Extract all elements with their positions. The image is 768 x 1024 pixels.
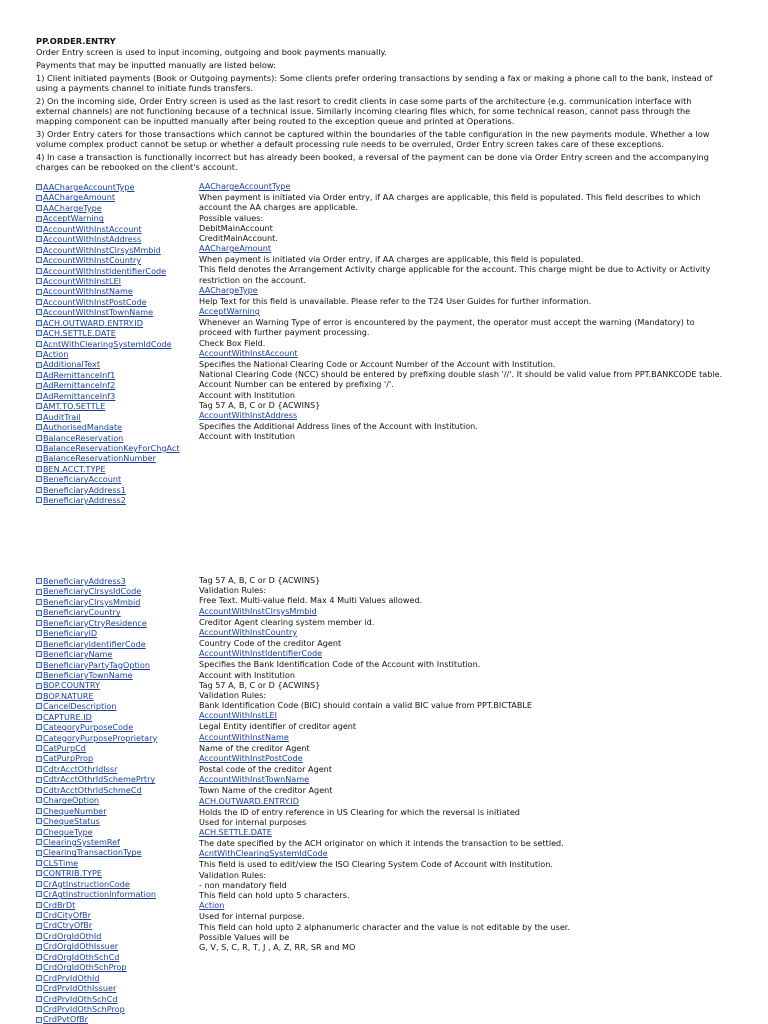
field-link[interactable]: AdRemittanceInf3 (43, 390, 116, 401)
field-link[interactable]: AuditTrail (43, 411, 81, 422)
field-heading-link[interactable]: AcceptWarning (199, 306, 260, 317)
field-link-item[interactable] (36, 266, 188, 276)
field-link[interactable]: BeneficiaryPartyTagOption (43, 659, 150, 670)
field-link[interactable]: BeneficiaryClrsysIdCode (43, 586, 142, 597)
field-doc-icon (36, 766, 42, 772)
field-link-item[interactable] (36, 816, 188, 826)
field-link-item[interactable] (36, 900, 188, 910)
field-link[interactable]: BeneficiaryClrsysMmbid (43, 596, 141, 607)
field-heading-link[interactable]: AAChargeType (199, 284, 258, 295)
field-link-item[interactable] (36, 586, 188, 596)
field-doc-icon (36, 278, 42, 284)
field-description-text: Validation Rules: (199, 869, 267, 880)
field-description-text: This field can hold upto 2 alphanumeric character and the value is not editable by the user. (199, 921, 570, 932)
field-heading-link[interactable]: AccountWithInstName (199, 731, 289, 742)
field-link-item[interactable] (36, 920, 188, 930)
field-link[interactable]: BalanceReservationKeyForChgAct (43, 442, 180, 453)
field-link-item[interactable] (36, 1004, 188, 1014)
field-link-item[interactable] (36, 380, 188, 390)
field-link[interactable]: BeneficiaryID (43, 628, 98, 639)
field-link[interactable]: AccountWithInstPostCode (43, 296, 147, 307)
field-description-text: Specifies the National Clearing Code or Account Number of the Account with Institution. (199, 358, 556, 369)
field-description-text: When payment is initiated via Order entry, if AA charges are applicable, this field is populated. This field describes to which account the AA charges are applicable. (199, 192, 701, 213)
field-doc-icon (36, 341, 42, 347)
field-doc-icon (36, 777, 42, 783)
field-doc-icon (36, 912, 42, 918)
field-doc-icon (36, 996, 42, 1002)
field-doc-icon (36, 829, 42, 835)
field-link-item[interactable] (36, 203, 188, 213)
field-heading-link[interactable]: AAChargeAccountType (199, 181, 291, 191)
field-link-item[interactable] (36, 349, 188, 359)
field-link[interactable]: BEN.ACCT.TYPE (43, 463, 106, 474)
intro-paragraph: 1) Client initiated payments (Book or Outgoing payments): Some clients prefer ordering transactions by sending a fax or making a phone call to the bank, instead of using a payments channel to initiate funds transfers. (36, 73, 713, 93)
field-link-item[interactable] (36, 401, 188, 411)
field-link[interactable]: CrdOrgIdOthIssuer (43, 941, 119, 952)
field-doc-icon (36, 850, 42, 856)
field-doc-icon (36, 497, 42, 503)
field-link-item[interactable] (36, 910, 188, 920)
field-doc-icon (36, 205, 42, 211)
field-description-text: Postal code of the creditor Agent (199, 764, 332, 774)
field-description-text: DebitMainAccount (199, 222, 273, 233)
field-descriptions-1 (199, 181, 729, 441)
field-description-text: Legal Entity identifier of creditor agent (199, 721, 357, 732)
field-link-item[interactable] (36, 1014, 188, 1024)
field-doc-icon (36, 683, 42, 689)
field-link-item[interactable] (36, 701, 188, 711)
field-link-item[interactable] (36, 359, 188, 369)
field-link-item[interactable] (36, 464, 188, 474)
field-description-text: Town Name of the creditor Agent (199, 785, 333, 796)
field-link[interactable]: CategoryPurposeCode (43, 722, 134, 733)
field-description-text: Validation Rules: (199, 689, 267, 700)
field-link-item[interactable] (36, 660, 188, 670)
field-link[interactable]: ACH.SETTLE.DATE (43, 328, 116, 339)
field-doc-icon (36, 735, 42, 741)
field-link[interactable]: CancelDescription (43, 701, 117, 712)
field-link[interactable]: ChequeNumber (43, 805, 107, 816)
field-description-text: Tag 57 A, B, C or D {ACWINS} (199, 575, 321, 585)
field-link-item[interactable] (36, 774, 188, 784)
field-description-text: Used for internal purpose. (199, 911, 305, 922)
field-doc-icon (36, 351, 42, 357)
field-link-item[interactable] (36, 182, 188, 192)
field-link[interactable]: AdRemittanceInf1 (43, 369, 116, 380)
field-link-item[interactable] (36, 973, 188, 983)
field-doc-icon (36, 672, 42, 678)
intro-paragraph: 3) Order Entry caters for those transactions which cannot be captured within the boundaries of the table configuration in the new payments module. Whether a low volume complex product cannot be setup or whether a default processing rule needs to be overruled, Order Entry screen takes care of these exceptions. (36, 129, 710, 149)
field-link-item[interactable] (36, 286, 188, 296)
field-heading-link[interactable]: AccountWithInstLEI (199, 710, 277, 721)
field-link[interactable]: AAChargeAmount (43, 192, 116, 203)
field-link[interactable]: BeneficiaryCountry (43, 607, 121, 618)
field-description-text: This field is used to edit/view the ISO Clearing System Code of Account with Institution. (199, 859, 553, 870)
field-link-item[interactable] (36, 639, 188, 649)
field-link[interactable]: CdtrAcctOthrIdSchemePrtry (43, 774, 156, 785)
field-link[interactable]: CdtrAcctOthrIdSchmeCd (43, 784, 142, 795)
field-link-item[interactable] (36, 691, 188, 701)
field-link-list-1 (36, 182, 188, 506)
field-doc-icon (36, 641, 42, 647)
field-description-text: This field can hold upto 5 characters. (199, 890, 350, 900)
field-heading-link[interactable]: AccountWithInstTownName (199, 774, 310, 785)
field-link[interactable]: BeneficiaryCtryResidence (43, 617, 147, 628)
field-heading-link[interactable]: AccountWithInstAddress (199, 409, 298, 420)
field-heading-link[interactable]: ACH.OUTWARD.ENTRY.ID (199, 795, 300, 806)
field-link-item[interactable] (36, 255, 188, 265)
field-description-text: Tag 57 A, B, C or D {ACWINS} (199, 679, 321, 690)
field-link[interactable]: CLSTime (43, 857, 79, 868)
field-link-item[interactable] (36, 224, 188, 234)
field-link[interactable]: CatPurpCd (43, 743, 86, 753)
field-doc-icon (36, 383, 42, 389)
field-link[interactable]: CrAgtInstructionCode (43, 878, 130, 889)
field-heading-link[interactable]: AccountWithInstPostCode (199, 752, 303, 763)
field-doc-icon (36, 954, 42, 960)
field-doc-icon (36, 860, 42, 866)
field-heading-link[interactable]: ACH.SETTLE.DATE (199, 827, 272, 837)
field-link[interactable]: AcntWithClearingSystemIdCode (43, 338, 172, 349)
field-link[interactable]: BeneficiaryAddress2 (43, 495, 126, 506)
field-link-item[interactable] (36, 764, 188, 774)
field-heading-link[interactable]: Action (199, 900, 225, 911)
field-link[interactable]: AuthorisedMandate (43, 422, 123, 433)
field-link[interactable]: AAChargeType (43, 202, 102, 213)
field-link-item[interactable] (36, 837, 188, 847)
field-link[interactable]: CrdCityOfBr (43, 910, 91, 920)
field-link[interactable]: CrdOrgIdOthSchProp (43, 962, 127, 973)
field-doc-icon (36, 599, 42, 605)
field-doc-icon (36, 435, 42, 441)
field-link[interactable]: CdtrAcctOthrIdIssr (43, 763, 118, 774)
field-link[interactable]: ChargeOption (43, 795, 100, 806)
field-description-text: Bank Identification Code (BIC) should contain a valid BIC value from PPT.BICTABLE (199, 700, 532, 711)
field-doc-icon (36, 933, 42, 939)
intro-paragraph: 2) On the incoming side, Order Entry screen is used as the last resort to credit clients in case some parts of the architecture (e.g. communication interface with external channels) are not functioning because of a technical issue. Similarly incoming clearing files which, for some technical reason, cannot pass through the mapping component can be inputted manually after being routed to the exception queue and printed at Operations. (36, 96, 692, 126)
field-link-item[interactable] (36, 983, 188, 993)
field-doc-icon (36, 456, 42, 462)
field-link-item[interactable] (36, 443, 188, 453)
field-link[interactable]: BeneficiaryAccount (43, 474, 122, 485)
field-link-item[interactable] (36, 328, 188, 338)
field-link-item[interactable] (36, 753, 188, 763)
field-link-item[interactable] (36, 307, 188, 317)
field-link[interactable]: BeneficiaryName (43, 649, 113, 660)
field-doc-icon (36, 693, 42, 699)
field-doc-icon (36, 424, 42, 430)
field-doc-icon (36, 902, 42, 908)
field-link[interactable]: CONTRIB.TYPE (43, 868, 103, 879)
field-heading-link[interactable]: AAChargeAmount (199, 243, 272, 254)
field-link[interactable]: ClearingSystemRef (43, 836, 120, 847)
field-doc-icon (36, 662, 42, 668)
field-link[interactable]: CrdOrgIdOthId (43, 930, 102, 941)
field-link[interactable]: ClearingTransactionType (43, 847, 142, 858)
field-doc-icon (36, 299, 42, 305)
field-doc-icon (36, 610, 42, 616)
field-description-text: The date specified by the ACH originator on which it intends the transaction to be settled. (199, 838, 564, 849)
field-link[interactable]: BOP.COUNTRY (43, 680, 100, 691)
field-doc-icon (36, 216, 42, 222)
field-link[interactable]: BeneficiaryTownName (43, 669, 133, 680)
field-link[interactable]: AccountWithInstIdentifierCode (43, 265, 167, 276)
intro-paragraph: Order Entry screen is used to input incoming, outgoing and book payments manually. (36, 47, 387, 57)
field-link-item[interactable] (36, 941, 188, 951)
field-link-item[interactable] (36, 827, 188, 837)
field-link-item[interactable] (36, 412, 188, 422)
field-doc-icon (36, 944, 42, 950)
field-link[interactable]: CrdBrDt (43, 899, 76, 910)
field-doc-icon (36, 476, 42, 482)
field-link[interactable]: CrdCtryOfBr (43, 920, 93, 931)
field-link-item[interactable] (36, 391, 188, 401)
field-description-text: Name of the creditor Agent (199, 742, 310, 753)
field-description-text: When payment is initiated via Order entry, if AA charges are applicable, this field is populated. (199, 254, 584, 265)
field-doc-icon (36, 797, 42, 803)
field-link-item[interactable] (36, 868, 188, 878)
field-doc-icon (36, 330, 42, 336)
field-doc-icon (36, 881, 42, 887)
field-doc-icon (36, 1006, 42, 1012)
field-link[interactable]: BeneficiaryIdentifierCode (43, 638, 146, 649)
field-description-text: Help Text for this field is unavailable. Please refer to the T24 User Guides for further information. (199, 295, 592, 306)
field-link-item[interactable] (36, 795, 188, 805)
field-heading-link[interactable]: AccountWithInstIdentifierCode (199, 648, 323, 659)
field-link[interactable]: BOP.NATURE (43, 690, 94, 701)
field-doc-icon (36, 1017, 42, 1023)
field-link[interactable]: Action (43, 349, 69, 359)
field-description-text: Free Text. Multi-value field. Max 4 Multi Values allowed. (199, 595, 423, 606)
field-link[interactable]: AAChargeAccountType (43, 182, 135, 192)
field-link-item[interactable] (36, 297, 188, 307)
field-descriptions-2 (199, 575, 729, 952)
field-link-item[interactable] (36, 422, 188, 432)
field-description-text: CreditMainAccount. (199, 232, 278, 243)
field-link[interactable]: CrdPvtOfBr (43, 1014, 88, 1024)
field-link[interactable]: ChequeType (43, 826, 93, 837)
intro-paragraph: Payments that may be inputted manually are listed below: (36, 60, 276, 70)
field-link[interactable]: CrdOrgIdOthSchCd (43, 951, 120, 962)
field-link[interactable]: CatPurpProp (43, 753, 94, 764)
field-link-item[interactable] (36, 576, 188, 586)
field-description-text: Specifies the Bank Identification Code of the Account with Institution. (199, 659, 481, 670)
field-heading-link[interactable]: AccountWithInstClrsysMmbid (199, 605, 317, 616)
field-link[interactable]: AccountWithInstAccount (43, 223, 142, 234)
field-description-text: - non mandatory field (199, 879, 287, 890)
field-link-item[interactable] (36, 858, 188, 868)
field-doc-icon (36, 414, 42, 420)
field-link-item[interactable] (36, 339, 188, 349)
field-link[interactable]: BalanceReservation (43, 432, 124, 443)
field-link-item[interactable] (36, 597, 188, 607)
field-doc-icon (36, 630, 42, 636)
field-link[interactable]: CrAgtInstructionInformation (43, 889, 156, 900)
field-link[interactable]: AdRemittanceInf2 (43, 380, 116, 391)
field-doc-icon (36, 808, 42, 814)
field-link[interactable]: ACH.OUTWARD.ENTRY.ID (43, 317, 144, 328)
field-link[interactable]: CategoryPurposeProprietary (43, 732, 158, 743)
field-doc-icon (36, 445, 42, 451)
field-heading-link[interactable]: AcntWithClearingSystemIdCode (199, 848, 328, 859)
field-doc-icon (36, 184, 42, 190)
field-link-item[interactable] (36, 192, 188, 202)
field-link-item[interactable] (36, 733, 188, 743)
field-doc-icon (36, 975, 42, 981)
field-doc-icon (36, 226, 42, 232)
field-description-text: G, V, S, C, R, T, J , A, Z, RR, SR and MO (199, 941, 356, 952)
field-doc-icon (36, 923, 42, 929)
field-link-item[interactable] (36, 806, 188, 816)
field-doc-icon (36, 964, 42, 970)
field-link-item[interactable] (36, 234, 188, 244)
field-doc-icon (36, 247, 42, 253)
field-link-item[interactable] (36, 879, 188, 889)
field-doc-icon (36, 195, 42, 201)
field-link[interactable]: ChequeStatus (43, 816, 100, 827)
field-doc-icon (36, 756, 42, 762)
field-doc-icon (36, 578, 42, 584)
field-link-list-2 (36, 576, 188, 1024)
field-doc-icon (36, 818, 42, 824)
field-link-item[interactable] (36, 474, 188, 484)
field-doc-icon (36, 362, 42, 368)
field-description-text: Country Code of the creditor Agent (199, 638, 342, 648)
field-link[interactable]: AccountWithInstAddress (43, 234, 142, 245)
field-link[interactable]: AdditionalText (43, 359, 100, 370)
field-link[interactable]: CrdPrvIdOthSchProp (43, 1003, 125, 1014)
field-link-item[interactable] (36, 785, 188, 795)
field-link-item[interactable] (36, 453, 188, 463)
field-description-text: Tag 57 A, B, C or D {ACWINS} (199, 399, 321, 410)
field-link-item[interactable] (36, 722, 188, 732)
field-doc-icon (36, 787, 42, 793)
field-link-item[interactable] (36, 952, 188, 962)
field-link[interactable]: AccountWithInstClrsysMmbid (43, 244, 161, 255)
field-link-item[interactable] (36, 889, 188, 899)
field-description-text: Validation Rules: (199, 585, 267, 596)
field-link[interactable]: AccountWithInstLEI (43, 275, 121, 286)
field-link-item[interactable] (36, 618, 188, 628)
field-doc-icon (36, 891, 42, 897)
field-doc-icon (36, 466, 42, 472)
field-link[interactable]: AMT.TO.SETTLE (43, 401, 106, 412)
field-link-item[interactable] (36, 670, 188, 680)
field-description-text: Possible values: (199, 212, 264, 223)
field-link-item[interactable] (36, 847, 188, 857)
field-link[interactable]: AccountWithInstName (43, 286, 133, 297)
field-link-item[interactable] (36, 276, 188, 286)
field-doc-icon (36, 985, 42, 991)
field-link-item[interactable] (36, 680, 188, 690)
field-link[interactable]: BeneficiaryAddress1 (43, 484, 126, 495)
field-link-item[interactable] (36, 649, 188, 659)
field-doc-icon (36, 703, 42, 709)
field-heading-link[interactable]: AccountWithInstCountry (199, 626, 298, 637)
field-doc-icon (36, 309, 42, 315)
intro-paragraph: 4) In case a transaction is functionally incorrect but has already been booked, a reversal of the payment can be done via Order Entry screen and the accompanying charges can be rebooked on the client's account. (36, 152, 709, 172)
field-doc-icon (36, 487, 42, 493)
field-doc-icon (36, 651, 42, 657)
field-doc-icon (36, 372, 42, 378)
field-doc-icon (36, 320, 42, 326)
field-description-text: Account with Institution (199, 669, 295, 680)
field-description-text: Specifies the Additional Address lines of the Account with Institution. (199, 421, 478, 432)
field-link-item[interactable] (36, 607, 188, 617)
field-doc-icon (36, 839, 42, 845)
field-link[interactable]: BalanceReservationNumber (43, 453, 156, 464)
field-description-text: Account with Institution (199, 389, 295, 400)
field-link-item[interactable] (36, 485, 188, 495)
field-link-item[interactable] (36, 628, 188, 638)
field-description-text: Used for internal purposes (199, 816, 307, 827)
field-link[interactable]: AccountWithInstCountry (43, 255, 142, 266)
field-link[interactable]: BeneficiaryAddress3 (43, 576, 126, 586)
field-description-text: Whenever an Warning Type of error is encountered by the payment, the operator must accept the warning (Mandatory) to proceed with further payment processing. (199, 317, 695, 338)
field-link-item[interactable] (36, 712, 188, 722)
field-link[interactable]: CrdPrvIdOthSchCd (43, 993, 118, 1004)
field-doc-icon (36, 268, 42, 274)
field-doc-icon (36, 714, 42, 720)
field-link-item[interactable] (36, 743, 188, 753)
field-doc-icon (36, 724, 42, 730)
field-doc-icon (36, 745, 42, 751)
field-description-text: Account Number can be entered by prefixing '/'. (199, 379, 394, 390)
field-description-text: Holds the ID of entry reference in US Clearing for which the reversal is initiated (199, 806, 520, 817)
field-link[interactable]: CrdPrvIdOthIssuer (43, 983, 117, 994)
intro-text (36, 47, 726, 175)
field-doc-icon (36, 870, 42, 876)
field-link-item[interactable] (36, 994, 188, 1004)
field-doc-icon (36, 289, 42, 295)
field-link[interactable]: CrdPrvIdOthId (43, 972, 100, 983)
field-description-text: Account with Institution (199, 431, 295, 442)
field-doc-icon (36, 589, 42, 595)
field-doc-icon (36, 236, 42, 242)
field-doc-icon (36, 257, 42, 263)
field-link-item[interactable] (36, 213, 188, 223)
field-description-text: Creditor Agent clearing system member id. (199, 616, 375, 627)
page-title: PP.ORDER.ENTRY (36, 36, 116, 46)
field-description-text: Check Box Field. (199, 337, 266, 348)
field-description-text: Possible Values will be (199, 931, 290, 942)
field-link-item[interactable] (36, 962, 188, 972)
field-description-text: This field denotes the Arrangement Activity charge applicable for the account. This charge might be due to Activity or Activity restriction on the account. (199, 264, 711, 285)
field-doc-icon (36, 393, 42, 399)
field-link[interactable]: AccountWithInstTownName (43, 307, 154, 318)
field-link[interactable]: AcceptWarning (43, 213, 104, 224)
field-link-item[interactable] (36, 931, 188, 941)
field-doc-icon (36, 620, 42, 626)
field-link-item[interactable] (36, 433, 188, 443)
field-link-item[interactable] (36, 495, 188, 505)
field-link-item[interactable] (36, 245, 188, 255)
field-heading-link[interactable]: AccountWithInstAccount (199, 347, 298, 358)
field-description-text: National Clearing Code (NCC) should be entered by prefixing double slash '//'. It should be valid value from PPT.BANKCODE table. (199, 369, 723, 380)
field-link-item[interactable] (36, 370, 188, 380)
field-doc-icon (36, 403, 42, 409)
field-link-item[interactable] (36, 318, 188, 328)
field-link[interactable]: CAPTURE.ID (43, 711, 92, 722)
